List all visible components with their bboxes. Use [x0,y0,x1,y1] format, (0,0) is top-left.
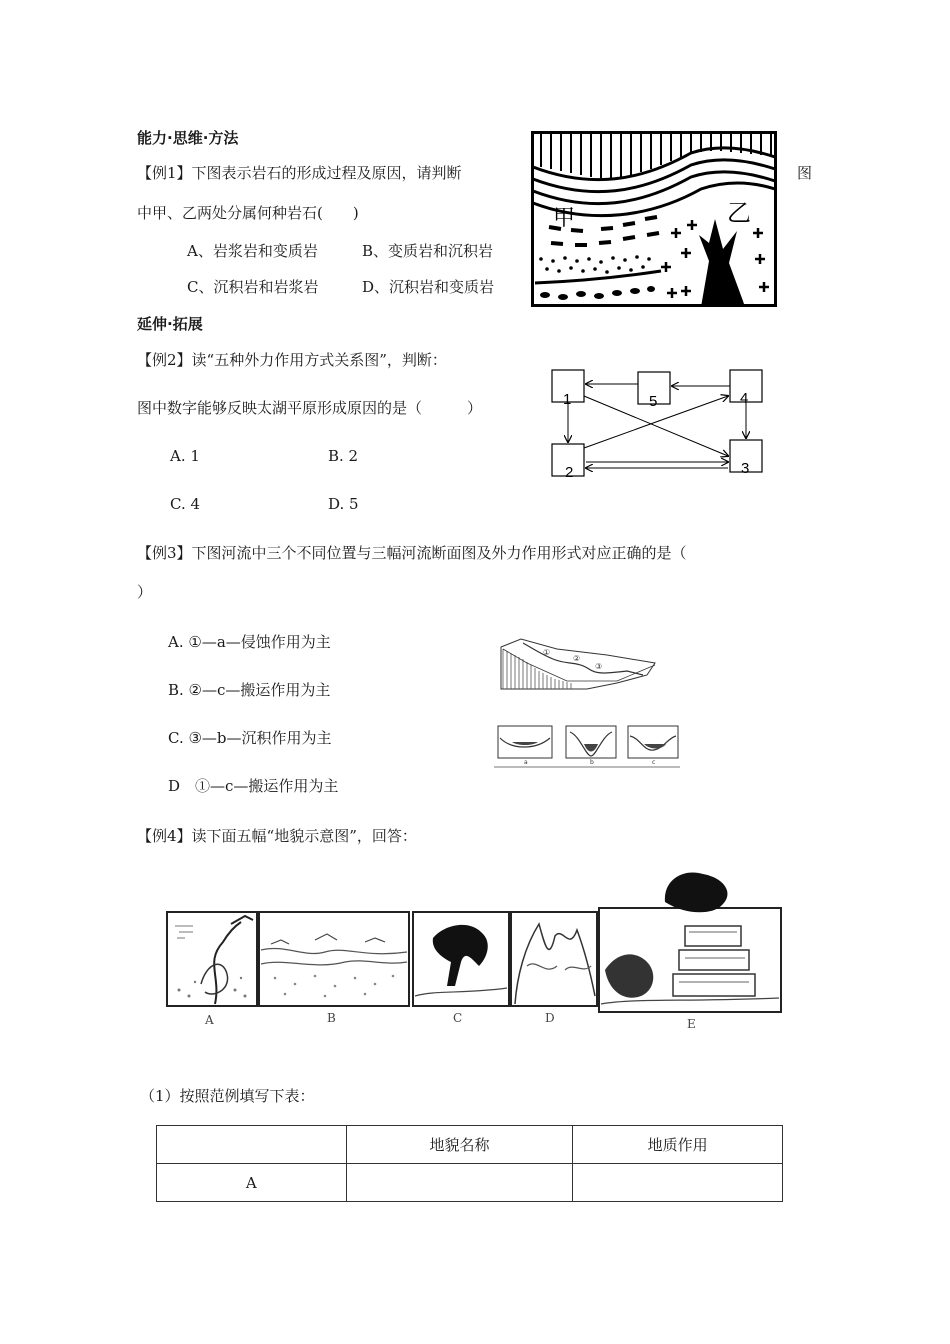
table-cell-geologic-process[interactable] [573,1164,783,1202]
diagram-box-2: 2 [565,464,574,481]
landform-label-c: C [453,1011,463,1025]
example1-line1: 【例1】下图表示岩石的形成过程及原因，请判断 [137,164,462,182]
section-label-a: a [524,759,528,766]
example4-question1: （1）按照范例填写下表： [140,1087,315,1105]
example3-option-c: C. ③—b—沉积作用为主 [168,729,332,747]
example3-option-d: D ①—c—搬运作用为主 [168,777,339,795]
landform-fill-table [156,1125,783,1202]
example1-option-c: C、沉积岩和岩浆岩 [187,278,319,296]
landform-panels [165,866,783,1032]
section-heading-extension: 延伸·拓展 [137,315,203,333]
example2-option-c: C. 4 [170,495,201,513]
example2-option-a: A. 1 [170,447,200,465]
river-mark-3: ③ [595,662,603,671]
diagram-box-5: 5 [649,393,658,410]
table-header-empty [157,1126,347,1164]
rock-label-jia: 甲 [553,206,576,231]
river-block-diagram [497,635,657,693]
rock-formation-figure [531,131,777,307]
diagram-box-4: 4 [740,390,749,407]
diagram-box-3: 3 [741,460,750,477]
example3-line2: ） [137,583,153,601]
example1-option-a: A、岩浆岩和变质岩 [187,242,318,260]
example4-line1: 【例4】读下面五幅“地貌示意图”，回答： [137,827,417,845]
example2-option-b: B. 2 [328,447,359,465]
section-label-b: b [590,759,594,766]
table-cell-landform-name[interactable] [346,1164,573,1202]
diagram-box-1: 1 [563,391,572,408]
example2-line2: 图中数字能够反映太湖平原形成原因的是（ ） [137,399,483,417]
external-forces-diagram [548,366,768,482]
table-header-geologic-process: 地质作用 [573,1126,783,1164]
example3-line1: 【例3】下图河流中三个不同位置与三幅河流断面图及外力作用形式对应正确的是（ [137,544,687,562]
example1-option-d: D、沉积岩和变质岩 [362,278,495,296]
river-mark-1: ① [543,648,551,657]
landform-label-d: D [545,1011,555,1025]
example3-option-a: A. ①—a—侵蚀作用为主 [168,633,331,651]
example3-option-b: B. ②—c—搬运作用为主 [168,681,331,699]
example2-line1: 【例2】读“五种外力作用方式关系图”，判断： [137,351,447,369]
river-cross-sections [494,722,680,770]
table-header-landform-name: 地貌名称 [346,1126,573,1164]
river-mark-2: ② [573,654,581,663]
rock-label-yi: 乙 [727,199,751,227]
example2-option-d: D. 5 [328,495,359,513]
table-header-row [157,1126,783,1164]
section-heading-ability: 能力·思维·方法 [137,129,239,147]
table-cell-label: A [157,1164,347,1202]
section-label-c: c [652,759,656,766]
landform-label-e: E [687,1017,696,1031]
example1-line2: 中甲、乙两处分属何种岩石( ) [137,204,359,222]
landform-label-a: A [205,1013,214,1027]
table-row [157,1164,783,1202]
example1-option-b: B、变质岩和沉积岩 [362,242,494,260]
example1-line1-end: 图 [797,164,813,182]
landform-label-b: B [327,1011,336,1025]
